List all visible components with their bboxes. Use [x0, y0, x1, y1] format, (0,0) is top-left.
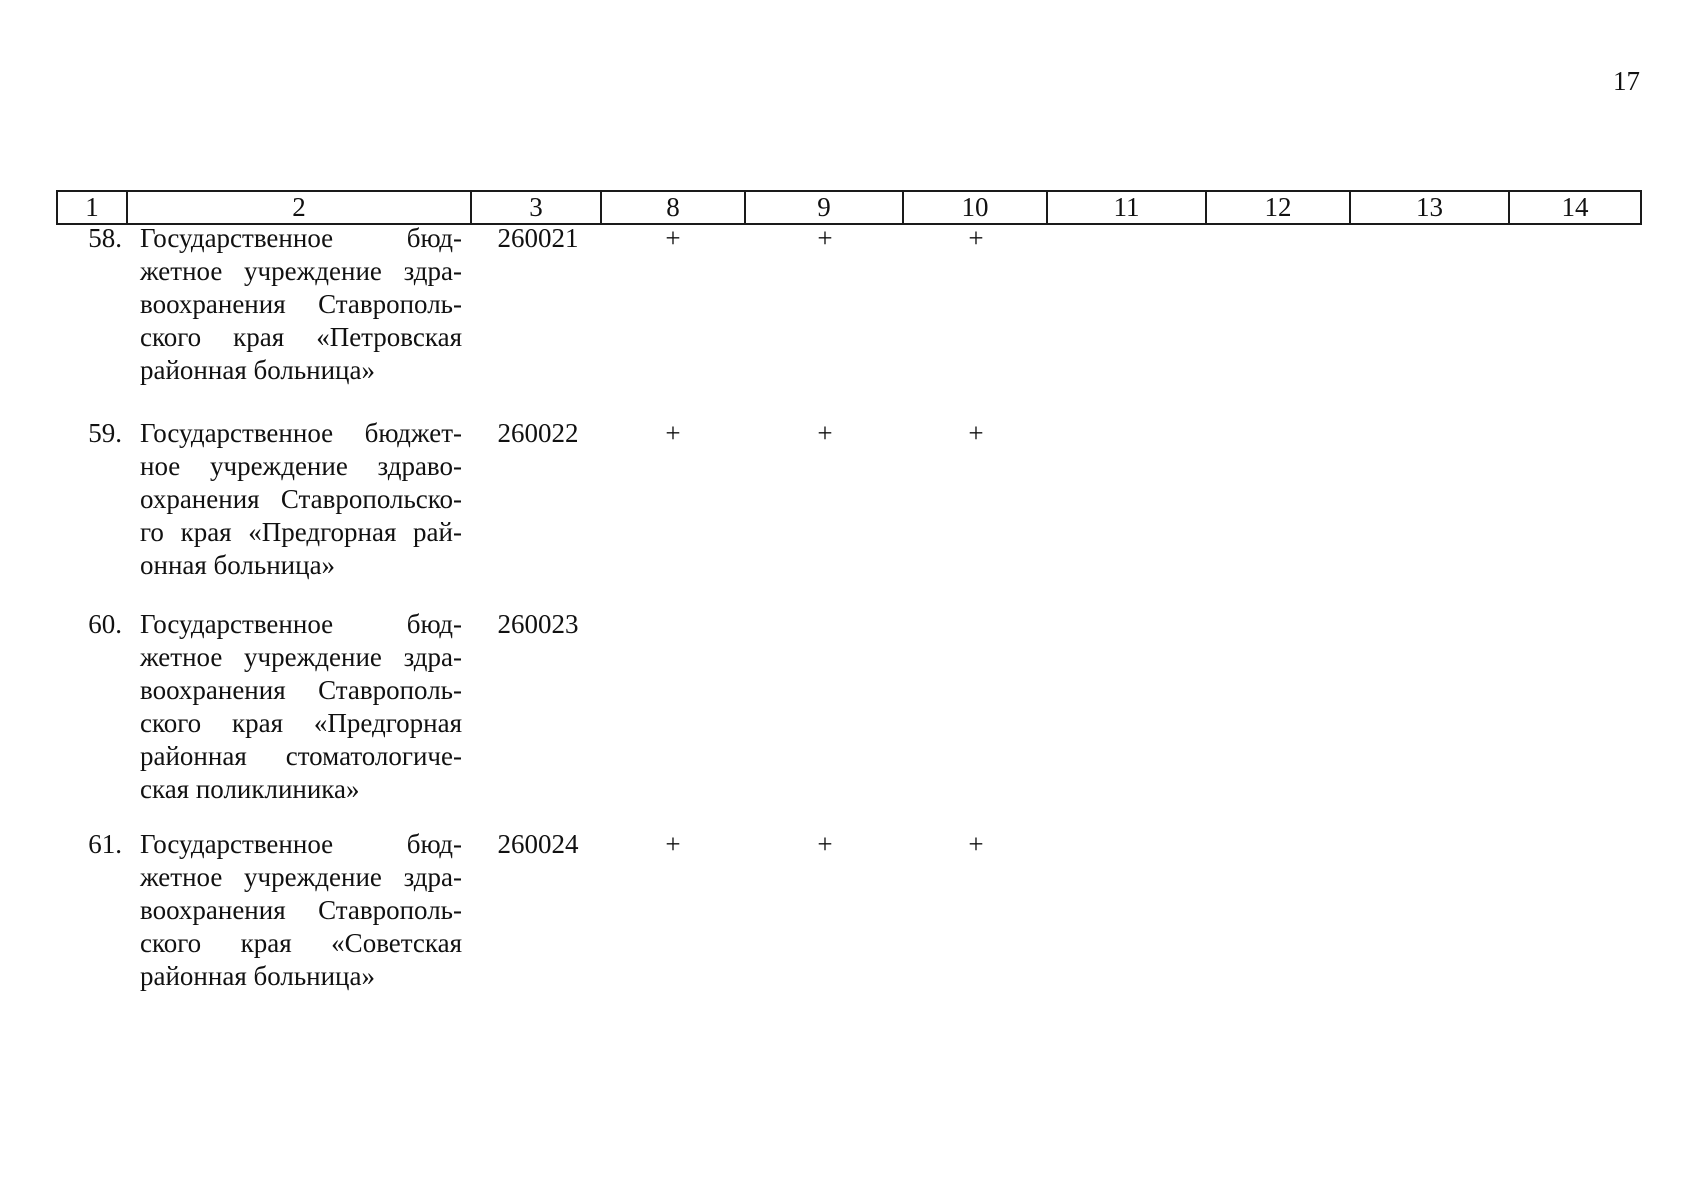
mark-col-9: +: [817, 829, 833, 859]
header-cell-col-13: 13: [1350, 191, 1509, 224]
mark-col-10: +: [968, 223, 984, 253]
header-cell-col-9: 9: [745, 191, 903, 224]
column-number-header: [56, 190, 1642, 225]
mark-col-9: +: [817, 223, 833, 253]
institution-name: Государственное бюджетное учреждение здравоохранения Ставропольского края «Предгорная районная больница»: [140, 418, 462, 580]
row-number: 60.: [88, 609, 122, 639]
header-cell-col-11: 11: [1047, 191, 1206, 224]
institution-code: 260022: [497, 418, 579, 448]
institution-name: Государственное бюджетное учреждение здравоохранения Ставропольского края «Советская районная больница»: [140, 829, 462, 991]
mark-col-8: +: [665, 829, 681, 859]
header-row: [57, 191, 1641, 224]
mark-col-8: +: [665, 418, 681, 448]
institution-name: Государственное бюджетное учреждение здравоохранения Ставропольского края «Петровская районная больница»: [140, 223, 462, 385]
header-cell-col-2: 2: [127, 191, 471, 224]
institution-code: 260024: [497, 829, 579, 859]
header-cell-col-3: 3: [471, 191, 601, 224]
mark-col-8: +: [665, 223, 681, 253]
institution-name: Государственное бюджетное учреждение здравоохранения Ставропольского края «Предгорная районная стоматологическая поликлиника»: [140, 609, 462, 804]
row-number: 61.: [88, 829, 122, 859]
header-cell-col-10: 10: [903, 191, 1047, 224]
header-cell-col-12: 12: [1206, 191, 1350, 224]
institution-code: 260021: [497, 223, 579, 253]
mark-col-9: +: [817, 418, 833, 448]
header-cell-col-14: 14: [1509, 191, 1641, 224]
mark-col-10: +: [968, 829, 984, 859]
mark-col-10: +: [968, 418, 984, 448]
row-number: 58.: [88, 223, 122, 253]
page-number: 17: [1613, 66, 1640, 96]
header-cell-col-1: 1: [57, 191, 127, 224]
header-cell-col-8: 8: [601, 191, 745, 224]
institution-code: 260023: [497, 609, 579, 639]
row-number: 59.: [88, 418, 122, 448]
